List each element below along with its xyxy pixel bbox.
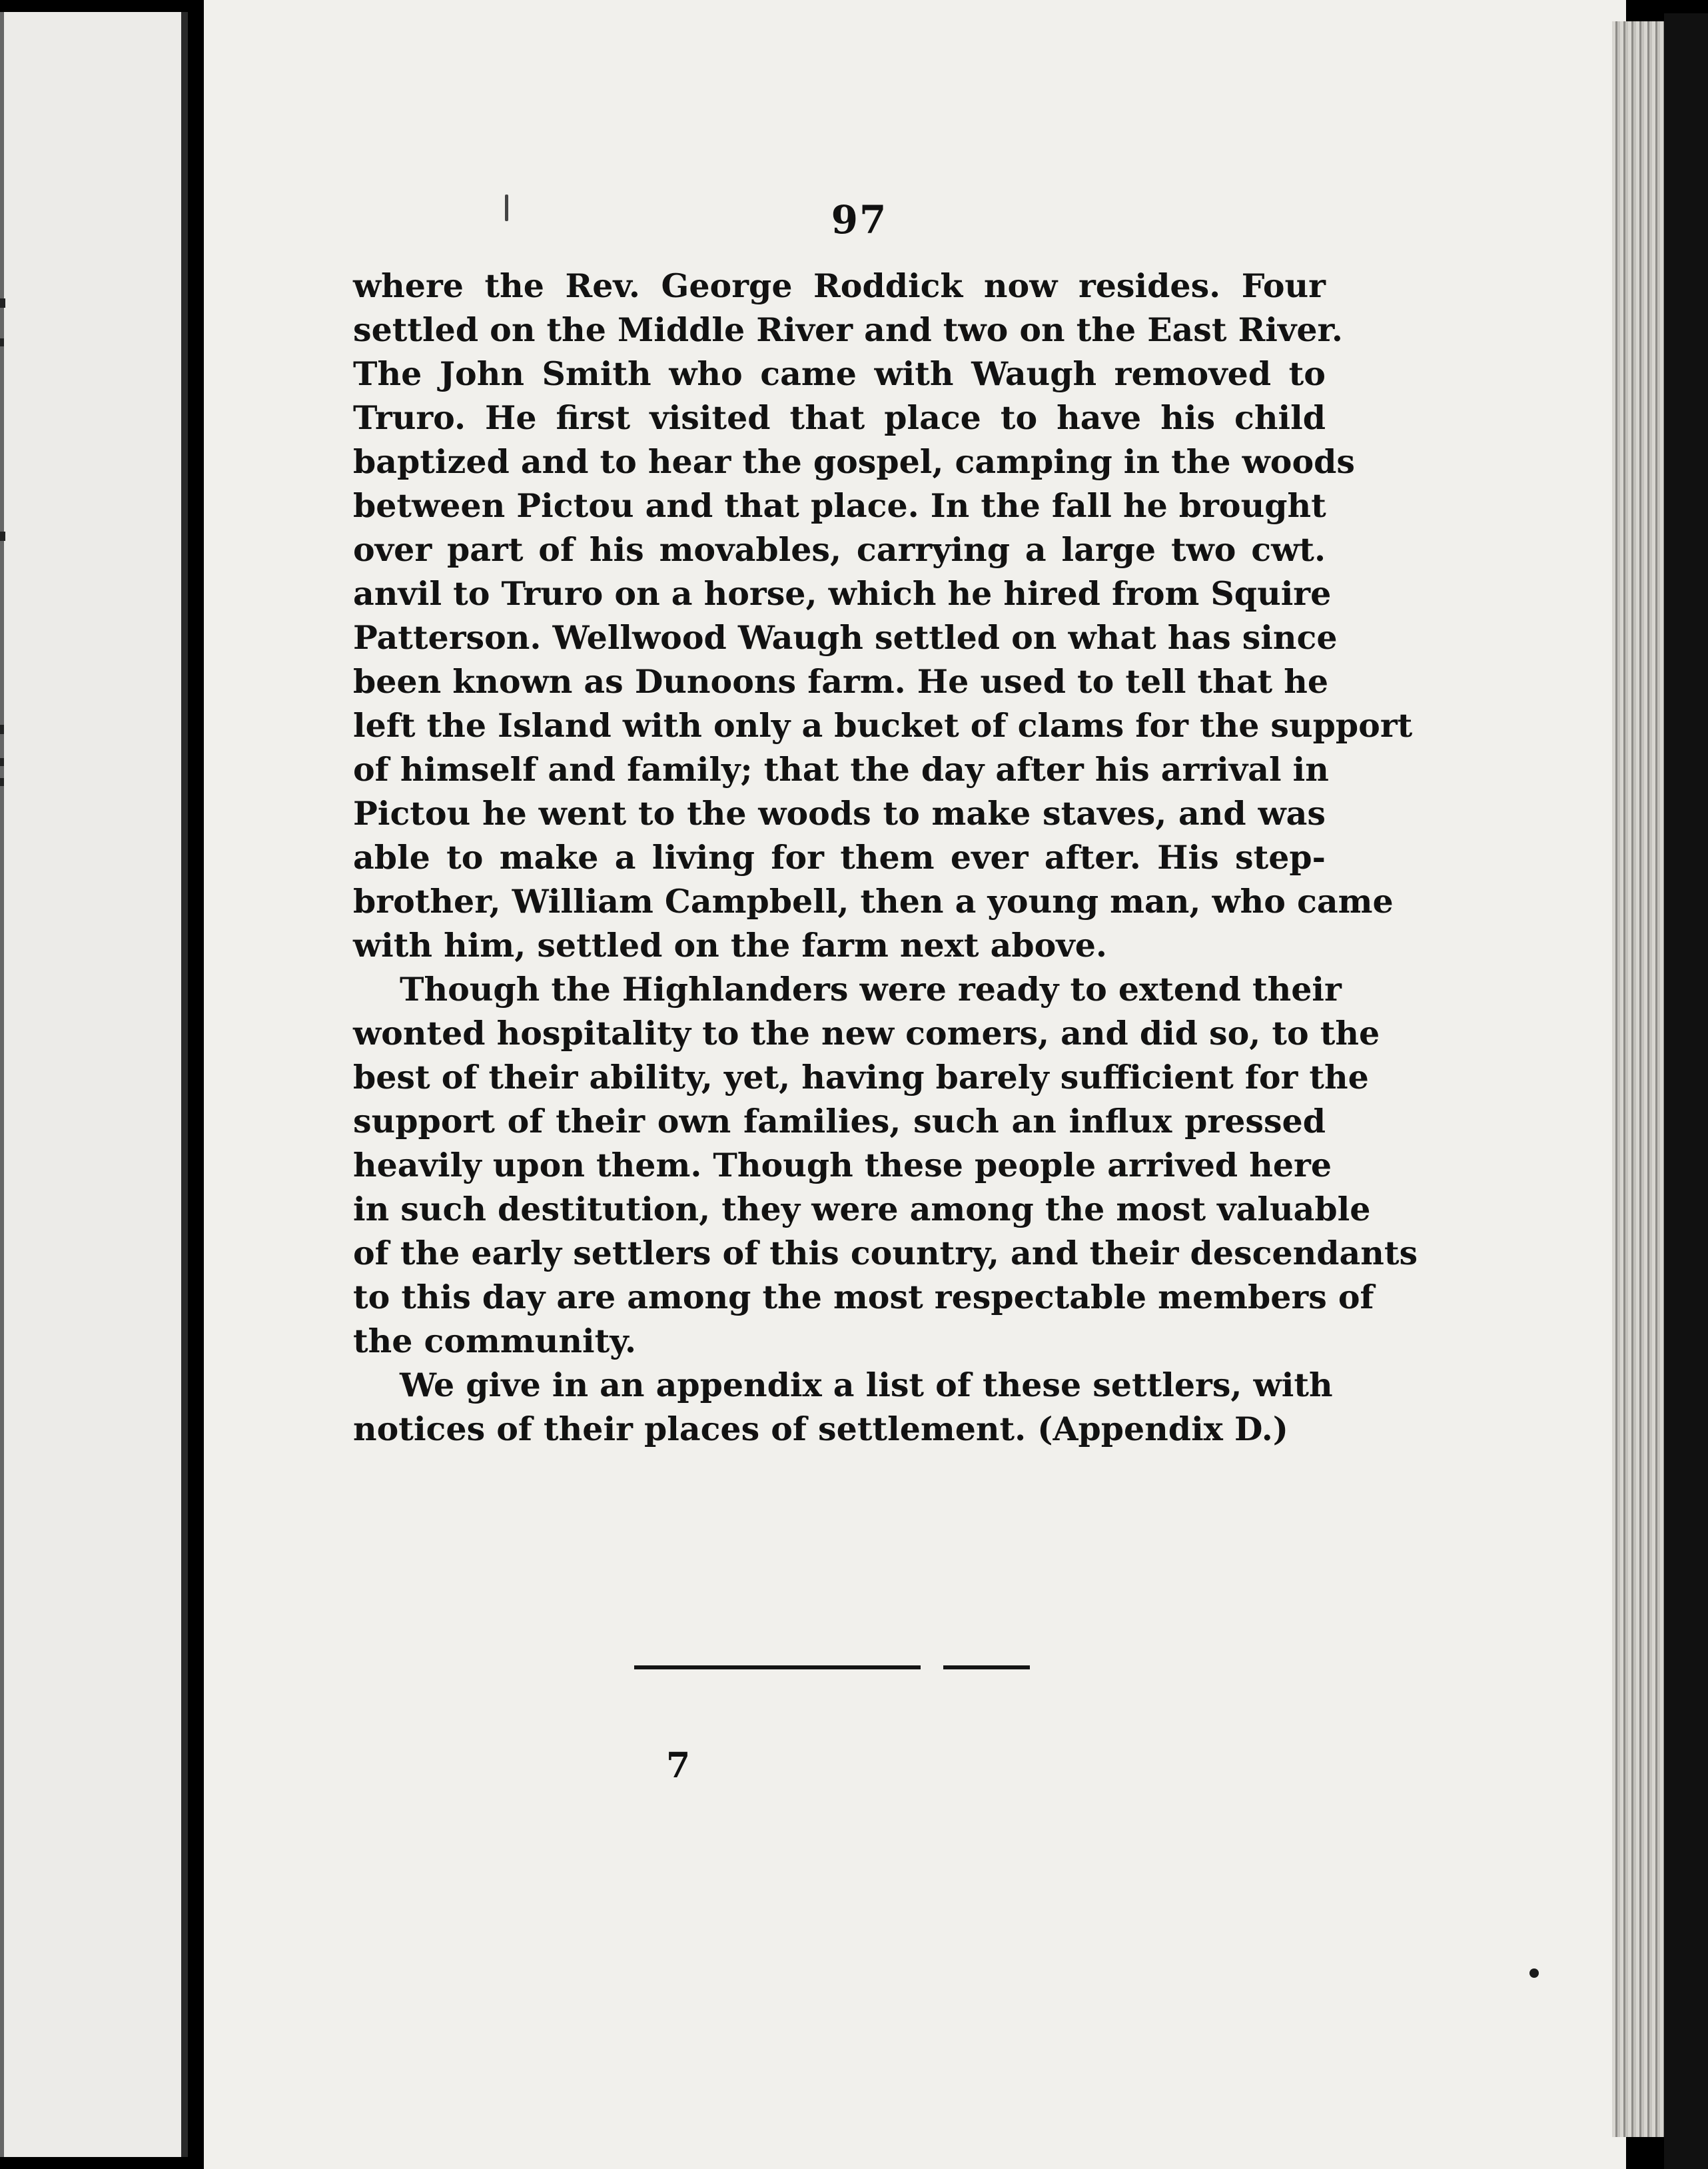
text-line: Patterson. Wellwood Waugh settled on what has since (353, 618, 1338, 657)
text-line: of himself and family; that the day after his arrival in (353, 750, 1329, 789)
text-line: support of their own families, such an influx pressed (353, 1102, 1326, 1140)
text-line: heavily upon them. Though these people arrived here (353, 1146, 1332, 1184)
page-number: 97 (831, 197, 888, 242)
text-line: the community. (353, 1322, 637, 1360)
paragraph-3 (353, 1363, 1333, 1451)
text-line: wonted hospitality to the new comers, and did so, to the (353, 1014, 1380, 1053)
text-line: settled on the Middle River and two on the East River. (353, 310, 1343, 349)
text-line: brother, William Campbell, then a young man, who came (353, 882, 1394, 921)
speck (505, 195, 508, 221)
facing-page-edge (0, 12, 188, 2157)
text-line: where the Rev. George Roddick now resides. Four (353, 266, 1326, 305)
text-line: of the early settlers of this country, and their descendants (353, 1234, 1418, 1272)
text-line: best of their ability, yet, having barely sufficient for the (353, 1058, 1369, 1096)
text-line: able to make a living for them ever after. His step- (353, 838, 1326, 877)
text-line: Though the Highlanders were ready to extend their (400, 970, 1342, 1009)
speck (1529, 1968, 1539, 1978)
paragraph-2 (353, 967, 1418, 1363)
paragraph-1 (353, 264, 1413, 967)
text-line: baptized and to hear the gospel, camping in the woods (353, 442, 1355, 481)
text-line: We give in an appendix a list of these settlers, with (400, 1366, 1333, 1404)
text-line: left the Island with only a bucket of clams for the support (353, 706, 1413, 745)
text-line: between Pictou and that place. In the fall he brought (353, 486, 1326, 525)
body-text (353, 264, 1418, 1451)
text-line: anvil to Truro on a horse, which he hired from Squire (353, 574, 1332, 613)
section-rule-short (943, 1665, 1030, 1669)
text-line: over part of his movables, carrying a large two cwt. (353, 530, 1326, 569)
page-edges (1612, 21, 1664, 2137)
text-line: been known as Dunoons farm. He used to tell that he (353, 662, 1329, 701)
scan-border (1664, 13, 1708, 2169)
gutter-shadow (188, 0, 204, 2169)
text-line: Truro. He first visited that place to have his child (353, 398, 1326, 437)
signature-mark: 7 (666, 1745, 691, 1786)
section-rule-long (634, 1665, 921, 1669)
text-line: The John Smith who came with Waugh removed to (353, 354, 1326, 393)
text-line: to this day are among the most respectable members of (353, 1278, 1374, 1316)
text-line: in such destitution, they were among the most valuable (353, 1190, 1371, 1228)
text-line: with him, settled on the farm next above. (353, 926, 1107, 965)
text-line: notices of their places of settlement. (Appendix D.) (353, 1410, 1288, 1448)
text-line: Pictou he went to the woods to make staves, and was (353, 794, 1326, 833)
